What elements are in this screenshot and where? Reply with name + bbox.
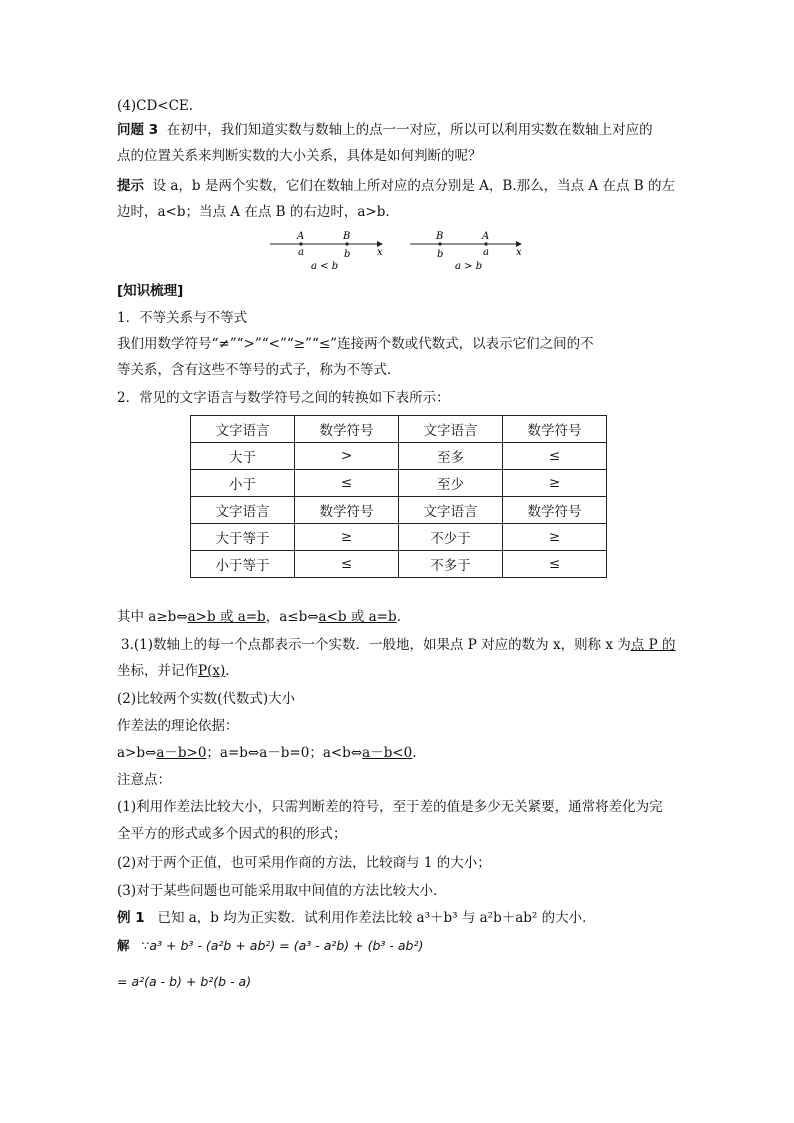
label-p2: A	[482, 231, 490, 242]
note-part: 其中 a≥b⇔	[117, 609, 188, 625]
solution-line-2	[117, 972, 251, 992]
hint-label: 提示	[117, 178, 144, 194]
label-p1-value: a	[298, 247, 304, 258]
point-a	[299, 242, 302, 245]
section-heading-text: [知识梳理]	[117, 283, 184, 299]
solution-step-1: ∵a³ + b³ - (a²b + ab²) = (a³ - a²b) + (b³ - ab²)	[141, 938, 424, 953]
s1-text-1: 我们用数学符号“≠”“>”“<”“≥”“≤”连接两个数或代数式，以表示它们之间的不	[117, 336, 594, 352]
s1-text	[117, 334, 594, 354]
s2-title	[117, 388, 450, 408]
note-underlined: a<b 或 a=b	[318, 609, 397, 625]
s1-title-text: 1．不等关系与不等式	[117, 310, 248, 326]
s3-text-cont	[117, 661, 230, 681]
diff-underlined: a－b<0	[362, 745, 413, 761]
example-1	[117, 908, 596, 928]
symbol-table	[190, 415, 607, 578]
s3-2-text: (2)比较两个实数(代数式)大小	[117, 691, 296, 707]
hint	[117, 176, 675, 196]
caption-right: a > b	[455, 261, 483, 272]
s1-title	[117, 308, 247, 328]
item-4-text: (4)CD<CE.	[117, 98, 194, 114]
question-label: 问题 3	[117, 122, 159, 138]
s3-part: ，并记作	[144, 663, 198, 679]
table-cell: 小于等于	[191, 551, 295, 578]
equivalence-note	[117, 607, 401, 627]
table-row	[191, 443, 607, 470]
notes-title	[117, 770, 171, 790]
label-axis: x	[377, 247, 383, 258]
table-row	[191, 497, 607, 524]
table-cell: 文字语言	[191, 416, 295, 443]
s3-part: .	[225, 663, 230, 679]
table-row	[191, 524, 607, 551]
note-1-cont	[117, 824, 347, 844]
basis	[117, 716, 239, 736]
s3-part: 坐标	[117, 663, 144, 679]
difference-rule	[117, 743, 417, 763]
note-3-text: (3)对于某些问题也可能采用取中间值的方法比较大小．	[117, 883, 447, 899]
label-p2: B	[343, 231, 351, 242]
table-cell: 至多	[399, 443, 503, 470]
point-a	[484, 242, 487, 245]
number-line-left	[270, 231, 383, 272]
note-1-text-2: 全平方的形式或多个因式的积的形式；	[117, 826, 347, 842]
item-4	[117, 96, 193, 116]
diff-part: a>b⇔	[117, 745, 157, 761]
s3-part: 3.(1)数轴上的每一个点都表示一个实数．一般地，如果点 P 对应的数为 x，则称 x 为	[121, 637, 631, 653]
solution-step-2: = a²(a - b) + b²(b - a)	[117, 974, 252, 989]
table-cell: 文字语言	[191, 497, 295, 524]
table-row	[191, 551, 607, 578]
hint-cont	[117, 202, 390, 222]
table-cell: 大于等于	[191, 524, 295, 551]
table-cell: ≥	[503, 470, 607, 497]
table-cell: 不多于	[399, 551, 503, 578]
note-2	[117, 853, 491, 873]
s1-text-2: 等关系，含有这些不等号的式子，称为不等式．	[117, 362, 401, 378]
label-p1: B	[436, 231, 444, 242]
diff-underlined: a－b>0	[156, 745, 207, 761]
table-cell: >	[295, 443, 399, 470]
question-3-cont	[117, 146, 482, 166]
question-text-2: 点的位置关系来判断实数的大小关系，具体是如何判断的呢？	[117, 148, 482, 164]
label-axis: x	[516, 247, 522, 258]
note-1-text: (1)利用作差法比较大小，只需判断差的符号，至于差的值是多少无关紧要，通常将差化为完	[117, 799, 663, 815]
number-line-figure	[265, 228, 535, 274]
hint-text-2: 边时，a<b；当点 A 在点 B 的右边时，a>b.	[117, 204, 390, 220]
s2-title-text: 2．常见的文字语言与数学符号之间的转换如下表所示：	[117, 390, 450, 406]
table-cell: 数学符号	[295, 416, 399, 443]
table-cell: 小于	[191, 470, 295, 497]
table-row	[191, 470, 607, 497]
label-p2-value: a	[483, 247, 489, 258]
table-cell: 大于	[191, 443, 295, 470]
point-b	[345, 242, 348, 245]
solution-label: 解	[117, 938, 130, 953]
table-cell: ≤	[503, 443, 607, 470]
solution-line-1	[117, 936, 423, 956]
diff-part: ；a=b⇔a－b=0；a<b⇔	[206, 745, 363, 761]
label-p1: A	[297, 231, 305, 242]
note-1	[117, 797, 663, 817]
notes-title-text: 注意点：	[117, 772, 171, 788]
label-p2-value: b	[344, 249, 351, 260]
point-b	[438, 242, 441, 245]
s3-underlined: P(x)	[198, 663, 226, 679]
s3-underlined: 点 P 的	[630, 637, 676, 653]
label-p1-value: b	[437, 249, 444, 260]
note-3	[117, 881, 447, 901]
note-underlined: a>b 或 a=b	[187, 609, 266, 625]
basis-text: 作差法的理论依据：	[117, 718, 239, 734]
table-cell: 不少于	[399, 524, 503, 551]
table-cell: ≥	[503, 524, 607, 551]
table-cell: 文字语言	[399, 416, 503, 443]
note-part: .	[396, 609, 401, 625]
s3-2	[117, 689, 295, 709]
hint-text: 设 a，b 是两个实数，它们在数轴上所对应的点分别是 A，B.那么，当点 A 在点 B 的左	[152, 178, 675, 194]
note-part: ，a≤b⇔	[265, 609, 319, 625]
table-cell: ≤	[295, 551, 399, 578]
example-label: 例 1	[117, 910, 145, 926]
table-cell: 文字语言	[399, 497, 503, 524]
table-cell: ≤	[295, 470, 399, 497]
table-row	[191, 416, 607, 443]
caption-left: a < b	[311, 261, 339, 272]
table-cell: ≤	[503, 551, 607, 578]
number-line-right	[410, 231, 522, 272]
table-cell: ≥	[295, 524, 399, 551]
table-cell: 数学符号	[295, 497, 399, 524]
s1-text-cont	[117, 360, 401, 380]
s3-text	[121, 635, 675, 655]
question-text: 在初中，我们知道实数与数轴上的点一一对应，所以可以利用实数在数轴上对应的	[166, 122, 653, 138]
table-cell: 数学符号	[503, 497, 607, 524]
diff-part: .	[412, 745, 417, 761]
example-text: 已知 a，b 均为正实数．试利用作差法比较 a³＋b³ 与 a²b＋ab² 的大小．	[157, 910, 596, 926]
section-heading	[117, 281, 183, 301]
note-2-text: (2)对于两个正值，也可采用作商的方法，比较商与 1 的大小；	[117, 855, 491, 871]
table-cell: 数学符号	[503, 416, 607, 443]
table-cell: 至少	[399, 470, 503, 497]
question-3	[117, 120, 653, 140]
